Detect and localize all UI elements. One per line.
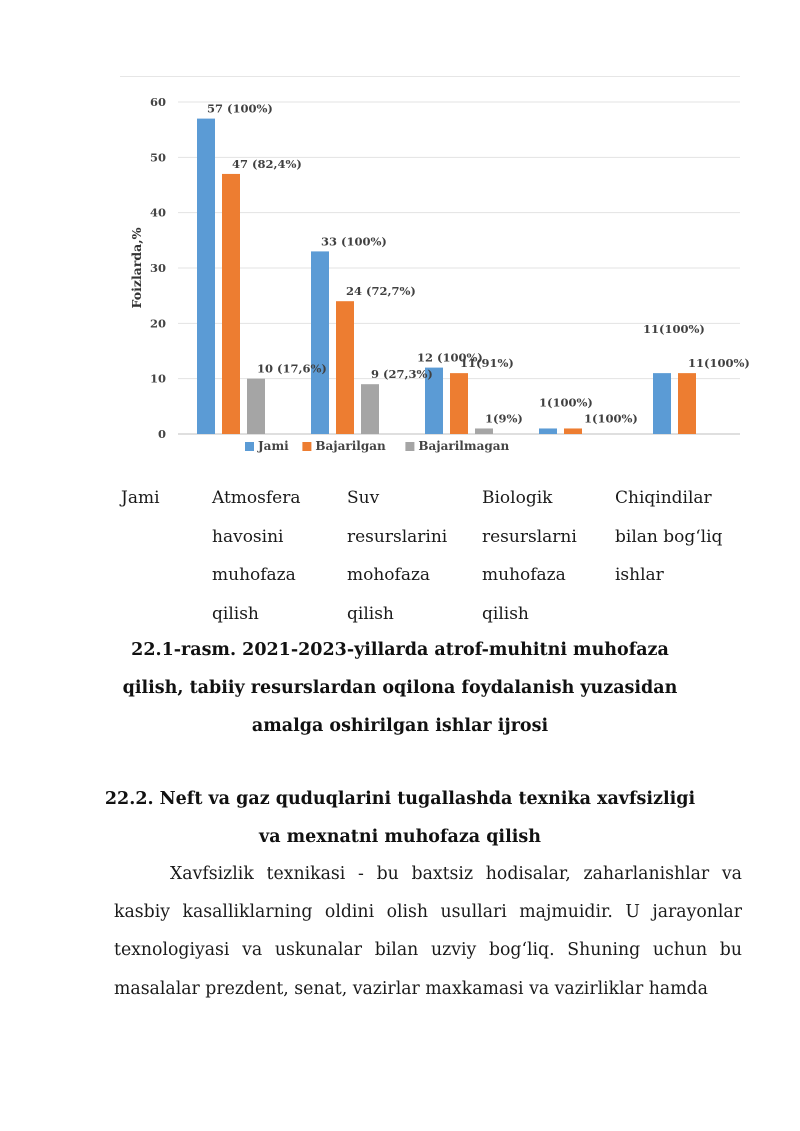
legend-swatch-bajarilmagan <box>405 442 414 451</box>
data-label: 1(100%) <box>539 395 593 410</box>
data-label: 33 (100%) <box>321 234 387 249</box>
legend-label: Jami <box>258 439 289 453</box>
bar-jami <box>197 119 215 434</box>
legend-label: Bajarilgan <box>315 439 386 453</box>
bar-bajarilgan <box>564 428 582 434</box>
data-label: 11(100%) <box>688 356 750 371</box>
data-label: 1(9%) <box>485 411 523 426</box>
category-label-jami: Jami <box>121 488 160 508</box>
legend-swatch-bajarilgan <box>302 442 311 451</box>
bar-bajarilgan <box>450 373 468 434</box>
data-label: 11(91%) <box>460 356 514 371</box>
y-tick-label: 30 <box>149 261 166 275</box>
data-label: 11(100%) <box>643 322 705 337</box>
bar-bajarilmagan <box>361 384 379 434</box>
category-label-chiqindilar: Chiqindilar bilan bog‘liq ishlar <box>615 488 723 585</box>
y-tick-label: 40 <box>149 205 166 220</box>
bar-jami <box>539 428 557 434</box>
y-tick-label: 20 <box>149 316 166 331</box>
bar-jami <box>653 373 671 434</box>
data-label: 12 (100%) <box>417 350 483 365</box>
category-label-atmosfera: Atmosfera havosini muhofaza qilish <box>212 488 301 624</box>
category-labels-row <box>0 479 800 629</box>
data-label: 1(100%) <box>584 411 638 426</box>
bar-bajarilgan <box>678 373 696 434</box>
y-axis-label: Foizlarda,% <box>129 227 144 309</box>
category-label-biologik: Biologik resurslarni muhofaza qilish <box>482 488 577 624</box>
bar-bajarilgan <box>222 174 240 434</box>
data-label: 47 (82,4%) <box>232 156 302 171</box>
legend-swatch-jami <box>245 442 254 451</box>
data-label: 24 (72,7%) <box>346 284 416 299</box>
data-label: 9 (27,3%) <box>371 367 433 382</box>
bar-jami <box>311 251 329 434</box>
y-tick-label: 50 <box>149 150 166 165</box>
bar-bajarilgan <box>336 301 354 434</box>
figure-caption: 22.1-rasm. 2021-2023-yillarda atrof-muhitni muhofaza qilish, tabiiy resurslardan oqilona foydalanish yuzasidan amalga oshirilgan ishlar ijrosi <box>122 640 678 736</box>
y-tick-label: 10 <box>149 371 166 386</box>
bar-bajarilmagan <box>247 379 265 434</box>
y-tick-label: 60 <box>149 95 166 109</box>
bar-bajarilmagan <box>475 428 493 434</box>
section-heading: 22.2. Neft va gaz quduqlarini tugallashda texnika xavfsizligi va mexnatni muhofaza qilish <box>104 789 696 847</box>
y-tick-label: 0 <box>157 427 166 441</box>
bar-chart <box>120 76 750 471</box>
data-label: 10 (17,6%) <box>257 361 327 376</box>
category-label-suv: Suv resurslarini mohofaza qilish <box>347 488 448 624</box>
legend-label: Bajarilmagan <box>418 439 510 453</box>
body-paragraph: Xavfsizlik texnikasi - bu baxtsiz hodisalar, zaharlanishlar va kasbiy kasalliklarning oldini olish usullari majmuidir. U jarayonlar texnologiyasi va uskunalar bilan uzviy bog‘liq. Shuning uchun bu masalalar prezdent, senat, vazirlar maxkamasi va vazirliklar hamda <box>114 864 742 999</box>
data-label: 57 (100%) <box>207 101 273 116</box>
chart-canvas <box>120 76 750 471</box>
